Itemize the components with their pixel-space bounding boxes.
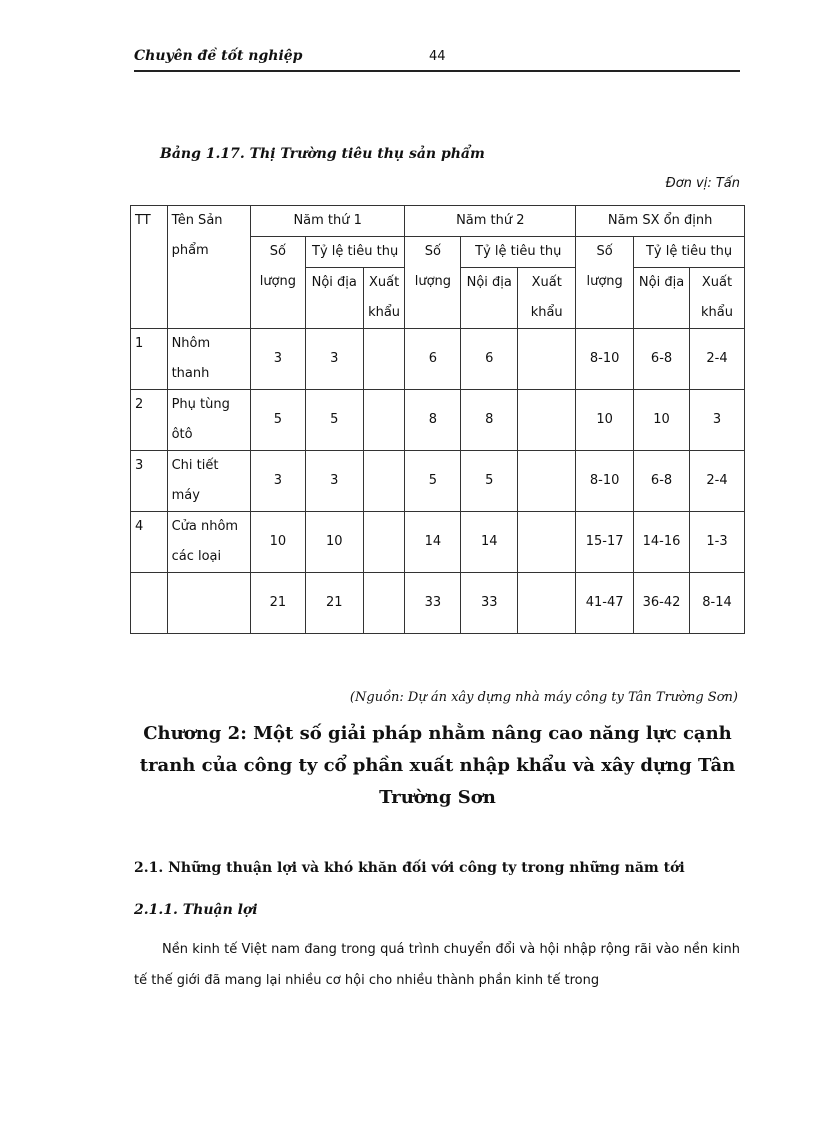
- table-unit: Đơn vị: Tấn: [665, 176, 740, 191]
- cell-name: Chi tiết máy: [167, 451, 250, 512]
- cell-y2-qty: 6: [405, 329, 461, 390]
- cell-s-qty: 8-10: [576, 329, 634, 390]
- page-header: [134, 48, 740, 72]
- header-year1: Năm thứ 1: [250, 206, 405, 237]
- cell-y1-dom: 3: [305, 329, 363, 390]
- market-table: [130, 205, 745, 634]
- cell-s-qty: 10: [576, 390, 634, 451]
- cell-y2-exp: [518, 451, 576, 512]
- header-domestic: Nội địa: [634, 268, 690, 329]
- cell-s-qty: 8-10: [576, 451, 634, 512]
- cell-s-exp: 1-3: [689, 512, 744, 573]
- cell-name: Nhôm thanh: [167, 329, 250, 390]
- table-row: [131, 451, 745, 512]
- cell-tt: [131, 573, 168, 634]
- cell-s-dom: 6-8: [634, 329, 690, 390]
- header-year2: Năm thứ 2: [405, 206, 576, 237]
- cell-y1-qty: 10: [250, 512, 305, 573]
- cell-tt: 1: [131, 329, 168, 390]
- cell-s-dom: 10: [634, 390, 690, 451]
- cell-y1-exp: [363, 573, 405, 634]
- header-export: Xuất khẩu: [363, 268, 405, 329]
- cell-y2-qty: 5: [405, 451, 461, 512]
- cell-s-qty: 41-47: [576, 573, 634, 634]
- cell-name: Cửa nhôm các loại: [167, 512, 250, 573]
- cell-tt: 2: [131, 390, 168, 451]
- header-ratio: Tỷ lệ tiêu thụ: [634, 237, 745, 268]
- cell-y2-exp: [518, 390, 576, 451]
- cell-name: [167, 573, 250, 634]
- cell-s-exp: 3: [689, 390, 744, 451]
- cell-tt: 3: [131, 451, 168, 512]
- cell-y2-qty: 8: [405, 390, 461, 451]
- header-title: Chuyên đề tốt nghiệp: [134, 48, 303, 64]
- cell-s-exp: 8-14: [689, 573, 744, 634]
- cell-y2-dom: 14: [461, 512, 518, 573]
- cell-y2-exp: [518, 512, 576, 573]
- cell-name: Phụ tùng ôtô: [167, 390, 250, 451]
- header-quantity: Số lượng: [576, 237, 634, 329]
- header-export: Xuất khẩu: [689, 268, 744, 329]
- subsection-heading: 2.1.1. Thuận lợi: [134, 902, 258, 918]
- table-total-row: [131, 573, 745, 634]
- cell-y2-qty: 33: [405, 573, 461, 634]
- cell-y2-qty: 14: [405, 512, 461, 573]
- cell-y2-dom: 33: [461, 573, 518, 634]
- cell-y1-qty: 3: [250, 451, 305, 512]
- cell-y1-dom: 5: [305, 390, 363, 451]
- table-row: [131, 329, 745, 390]
- header-product-name: Tên Sản phẩm: [167, 206, 250, 329]
- cell-s-dom: 14-16: [634, 512, 690, 573]
- cell-y1-dom: 3: [305, 451, 363, 512]
- cell-y1-qty: 5: [250, 390, 305, 451]
- header-domestic: Nội địa: [305, 268, 363, 329]
- cell-y2-exp: [518, 329, 576, 390]
- cell-y2-dom: 8: [461, 390, 518, 451]
- cell-s-exp: 2-4: [689, 329, 744, 390]
- table-source: (Nguồn: Dự án xây dựng nhà máy công ty Tân Trường Sơn): [349, 690, 738, 705]
- page-number: 44: [429, 49, 446, 64]
- cell-y1-exp: [363, 451, 405, 512]
- header-ratio: Tỷ lệ tiêu thụ: [305, 237, 405, 268]
- cell-s-qty: 15-17: [576, 512, 634, 573]
- header-ratio: Tỷ lệ tiêu thụ: [461, 237, 576, 268]
- cell-s-dom: 36-42: [634, 573, 690, 634]
- cell-y1-exp: [363, 512, 405, 573]
- body-paragraph: Nền kinh tế Việt nam đang trong quá trình chuyển đổi và hội nhập rộng rãi vào nền kinh tế thế giới đã mang lại nhiều cơ hội cho nhiều thành phần kinh tế trong: [134, 942, 740, 988]
- cell-y2-dom: 5: [461, 451, 518, 512]
- table-row: [131, 512, 745, 573]
- header-quantity: Số lượng: [405, 237, 461, 329]
- cell-y1-qty: 3: [250, 329, 305, 390]
- header-stable: Năm SX ổn định: [576, 206, 745, 237]
- chapter-title: Chương 2: Một số giải pháp nhằm nâng cao năng lực cạnh tranh của công ty cổ phần xuất nhập khẩu và xây dựng Tân Trường Sơn: [139, 723, 736, 808]
- section-heading: 2.1. Những thuận lợi và khó khăn đối với công ty trong những năm tới: [134, 860, 685, 876]
- cell-y2-dom: 6: [461, 329, 518, 390]
- table-caption: Bảng 1.17. Thị Trường tiêu thụ sản phẩm: [160, 146, 485, 162]
- header-domestic: Nội địa: [461, 268, 518, 329]
- table-row: [131, 390, 745, 451]
- cell-tt: 4: [131, 512, 168, 573]
- cell-y1-qty: 21: [250, 573, 305, 634]
- cell-y2-exp: [518, 573, 576, 634]
- cell-y1-exp: [363, 329, 405, 390]
- cell-y1-exp: [363, 390, 405, 451]
- cell-s-exp: 2-4: [689, 451, 744, 512]
- cell-y1-dom: 10: [305, 512, 363, 573]
- header-tt: TT: [131, 206, 168, 329]
- header-export: Xuất khẩu: [518, 268, 576, 329]
- header-row-1: [131, 206, 745, 237]
- cell-s-dom: 6-8: [634, 451, 690, 512]
- header-quantity: Số lượng: [250, 237, 305, 329]
- cell-y1-dom: 21: [305, 573, 363, 634]
